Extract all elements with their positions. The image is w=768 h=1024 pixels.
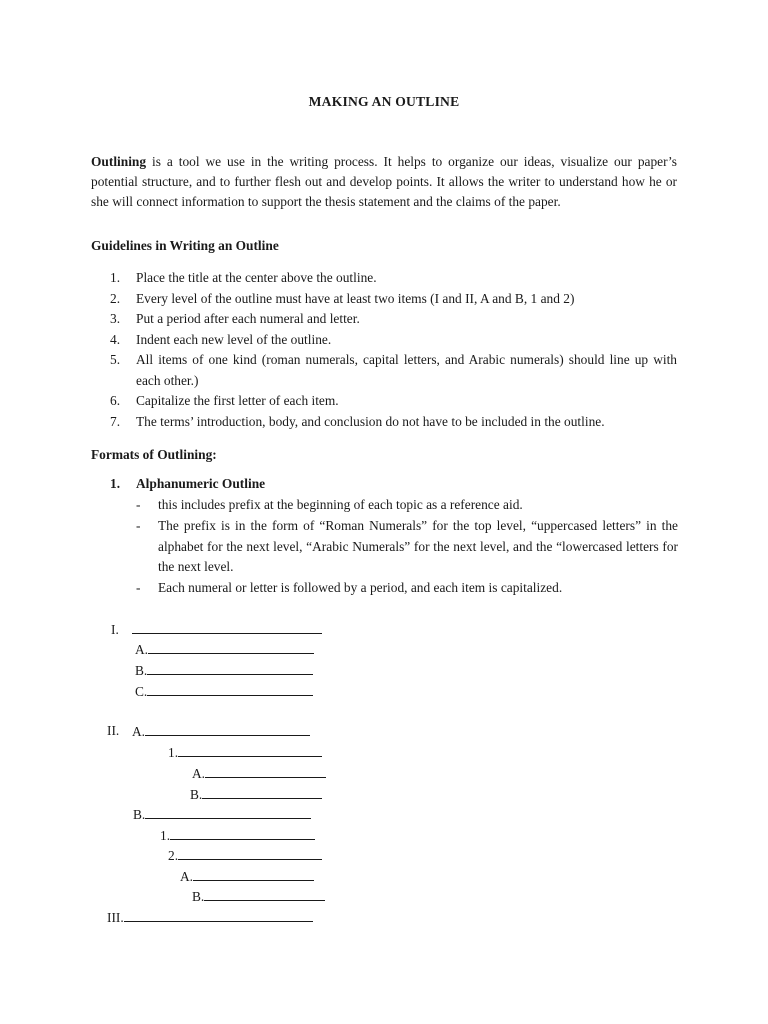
outline-blank xyxy=(202,785,322,799)
outline-line xyxy=(135,682,313,701)
bullet-text: this includes prefix at the beginning of each topic as a reference aid. xyxy=(158,497,523,512)
outline-line xyxy=(192,887,325,906)
outline-blank xyxy=(124,908,313,922)
outline-blank xyxy=(178,846,322,860)
outline-line xyxy=(133,805,311,824)
formats-heading: Formats of Outlining: xyxy=(91,447,217,462)
guideline-number: 1. xyxy=(110,270,121,285)
guideline-text: The terms’ introduction, body, and conclusion do not have to be included in the outline. xyxy=(136,414,605,429)
guideline-text: Place the title at the center above the outline. xyxy=(136,270,377,285)
outline-line xyxy=(168,743,322,762)
guideline-text: All items of one kind (roman numerals, capital letters, and Arabic numerals) should line up with each other.) xyxy=(136,352,677,388)
outline-blank xyxy=(148,640,314,654)
outline-label: B. xyxy=(135,663,148,678)
outline-label: A. xyxy=(192,766,206,781)
outline-line xyxy=(192,764,326,783)
outline-blank xyxy=(145,722,310,736)
outline-blank xyxy=(204,887,325,901)
outline-blank xyxy=(145,805,311,819)
alphanumeric-title: Alphanumeric Outline xyxy=(136,476,266,491)
outline-blank xyxy=(132,620,322,634)
intro-term: Outlining xyxy=(91,154,147,169)
outline-label: B. xyxy=(192,889,205,904)
bullet-dash: - xyxy=(136,580,141,595)
outline-label: 1. xyxy=(160,828,171,843)
outline-line xyxy=(168,846,322,865)
outline-label: C. xyxy=(135,684,148,699)
guideline-number: 6. xyxy=(110,393,121,408)
guideline-text: Capitalize the first letter of each item. xyxy=(136,393,339,408)
outline-label: A. xyxy=(135,642,149,657)
intro-paragraph xyxy=(91,152,677,212)
guideline-text: Every level of the outline must have at least two items (I and II, A and B, 1 and 2) xyxy=(136,291,575,306)
outline-label: 1. xyxy=(168,745,179,760)
outline-blank xyxy=(178,743,322,757)
guideline-number: 5. xyxy=(110,352,121,367)
guideline-text: Put a period after each numeral and letter. xyxy=(136,311,360,326)
bullet-text: Each numeral or letter is followed by a period, and each item is capitalized. xyxy=(158,580,563,595)
outline-blank xyxy=(147,661,313,675)
guideline-number: 4. xyxy=(110,332,121,347)
outline-label: B. xyxy=(190,787,203,802)
outline-line xyxy=(107,908,313,927)
outline-blank xyxy=(147,682,313,696)
page-title: MAKING AN OUTLINE xyxy=(308,94,460,109)
outline-line xyxy=(132,722,310,741)
outline-line xyxy=(180,867,314,886)
outline-blank xyxy=(170,826,315,840)
outline-line xyxy=(160,826,315,845)
guideline-number: 7. xyxy=(110,414,121,429)
outline-line xyxy=(111,620,322,639)
guideline-number: 3. xyxy=(110,311,121,326)
bullet-dash: - xyxy=(136,518,141,533)
outline-label: 2. xyxy=(168,848,179,863)
outline-line xyxy=(135,640,314,659)
outline-label: II. xyxy=(107,723,120,738)
outline-blank xyxy=(205,764,326,778)
alphanumeric-number: 1. xyxy=(110,476,121,491)
guideline-number: 2. xyxy=(110,291,121,306)
outline-label: A. xyxy=(132,724,146,739)
outline-label: A. xyxy=(180,869,194,884)
outline-label: I. xyxy=(111,622,119,637)
outline-label: III. xyxy=(107,910,124,925)
outline-label: B. xyxy=(133,807,146,822)
bullet-text: The prefix is in the form of “Roman Numerals” for the top level, “uppercased letters” in the alphabet for the next level, “Arabic Numerals” for the next level, and the “lowercased letters for the next level. xyxy=(158,518,678,574)
outline-line xyxy=(107,722,119,740)
outline-line xyxy=(135,661,313,680)
outline-line xyxy=(190,785,322,804)
intro-text: is a tool we use in the writing process. It helps to organize our ideas, visualize our paper’s potential structure, and to further flesh out and develop points. It allows the writer to understand how he or she will connect information to support the thesis statement and the claims of the paper. xyxy=(91,154,677,209)
guideline-text: Indent each new level of the outline. xyxy=(136,332,332,347)
outline-blank xyxy=(193,867,314,881)
bullet-dash: - xyxy=(136,497,141,512)
guidelines-heading: Guidelines in Writing an Outline xyxy=(91,238,279,253)
